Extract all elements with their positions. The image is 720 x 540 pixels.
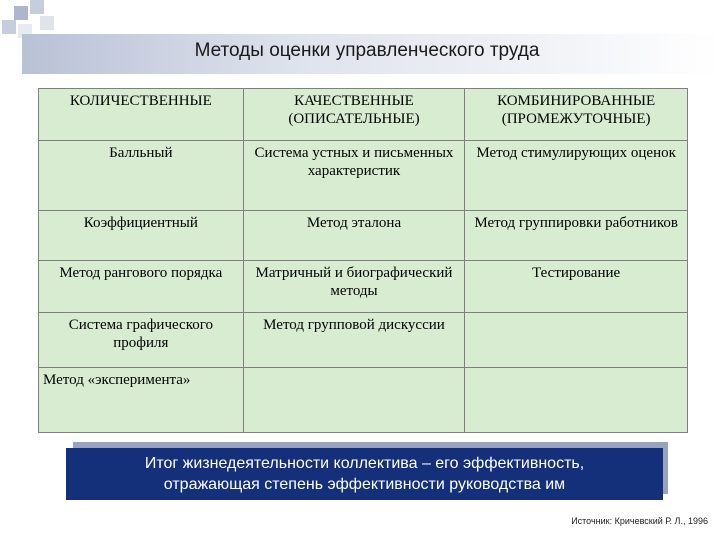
table-cell: Коэффициентный: [39, 211, 244, 261]
table-cell: [243, 368, 465, 433]
table-cell: Матричный и биографический методы: [243, 261, 465, 313]
table-row: [39, 368, 688, 433]
methods-table: [38, 88, 688, 433]
table-cell: Метод рангового порядка: [39, 261, 244, 313]
table-cell: Метод эталона: [243, 211, 465, 261]
table-cell: Система графического профиля: [39, 313, 244, 368]
callout-line-2: отражающая степень эффективности руководства им: [163, 476, 566, 493]
conclusion-callout: [66, 448, 663, 500]
callout-line-1: Итог жизнедеятельности коллектива – его эффективность,: [144, 455, 585, 472]
table-cell: Метод групповой дискуссии: [243, 313, 465, 368]
header-cell: КОМБИНИРОВАННЫЕ (ПРОМЕЖУТОЧНЫЕ): [465, 89, 688, 141]
table-cell: [465, 368, 688, 433]
table-row: [39, 261, 688, 313]
header-cell: КАЧЕСТВЕННЫЕ (ОПИСАТЕЛЬНЫЕ): [243, 89, 465, 141]
header-cell: КОЛИЧЕСТВЕННЫЕ: [39, 89, 244, 141]
table-cell: Метод группировки работников: [465, 211, 688, 261]
table-cell: Тестирование: [465, 261, 688, 313]
table-row: [39, 313, 688, 368]
decor-square: [2, 20, 16, 34]
source-citation: Источник: Кричевский Р. Л., 1996: [571, 516, 708, 526]
table-header-row: [39, 89, 688, 141]
table-row: [39, 141, 688, 211]
table-cell: Метод стимулирующих оценок: [465, 141, 688, 211]
table-cell: Система устных и письменных характеристик: [243, 141, 465, 211]
decor-square: [14, 6, 28, 20]
table-cell: Балльный: [39, 141, 244, 211]
table-row: [39, 211, 688, 261]
decor-square: [30, 0, 44, 14]
decor-square: [40, 16, 54, 30]
table-cell: Метод «эксперимента»: [39, 368, 244, 433]
page-title: Методы оценки управленческого труда: [194, 40, 540, 61]
table-cell: [465, 313, 688, 368]
